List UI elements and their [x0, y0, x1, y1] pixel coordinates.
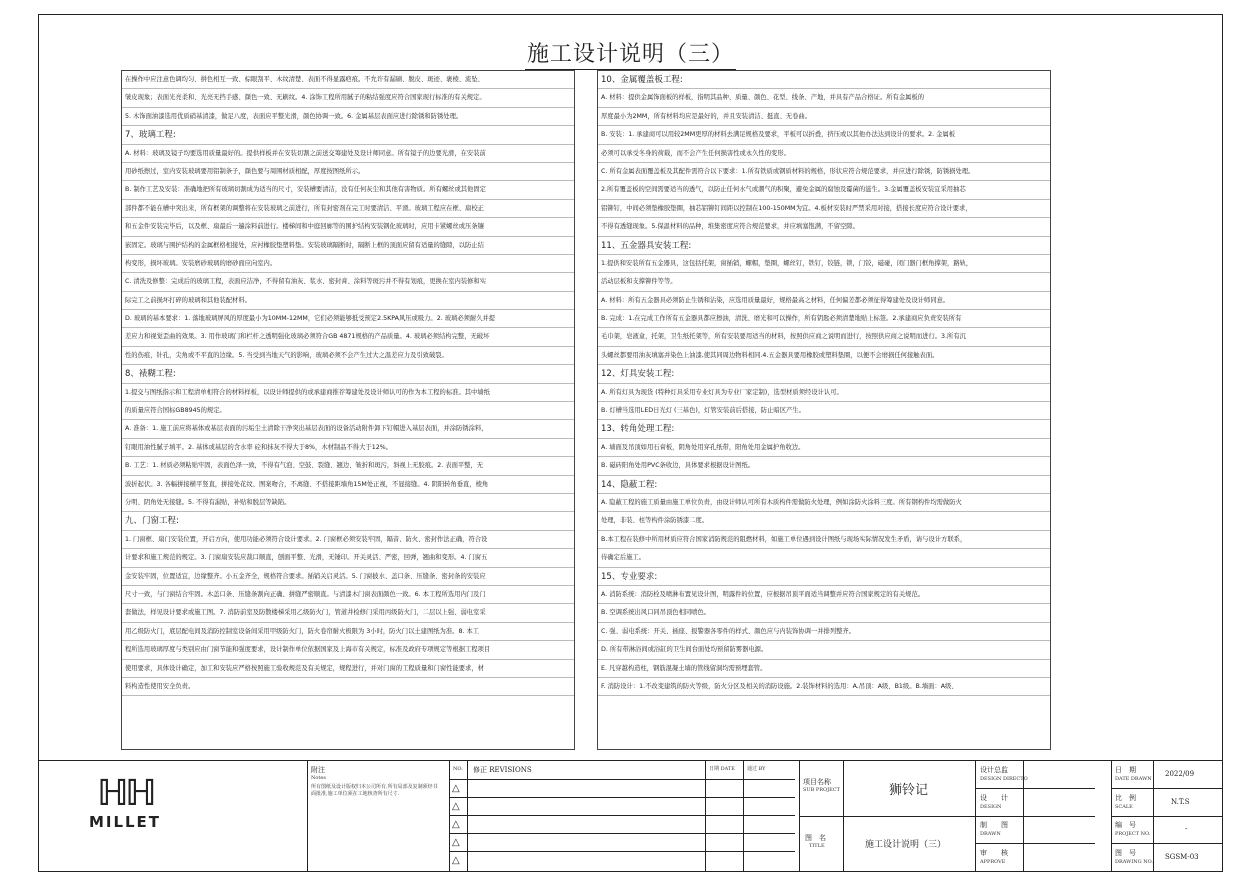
design-director-label: 设计总监	[980, 766, 1008, 774]
text-line: B. 安装：1. 承建商可以用较2MM更厚的材料去满足规格及要求，平板可以折叠，挤压或以其他办法达到设计的要求。2. 金属板	[598, 126, 1050, 144]
designer-en: DESIGN	[980, 804, 1002, 810]
right-text-column	[597, 70, 1051, 750]
title-block	[38, 760, 1223, 872]
text-line: C. 所有金属表面覆盖板及其配件需符合以下要求：1.所有铁质或钢质材料的规格，形状应符合规范要求，并应进行除锈，防锈损处理。	[598, 163, 1050, 181]
text-line: 金安装牢固，位置适宜，边缘整齐。小五金齐全，规格符合要求。插销关启灵活。5. 门窗披水、盖口条、压缝条、密封条的安装应	[122, 568, 574, 586]
text-line: B. 灯槽当选用LED日光灯 (三基色)，灯管安装前后搭接，防止暗区产生。	[598, 402, 1050, 420]
text-line: 必须可以承受冬身的荷载，而不会产生任何损害性或永久性的变形。	[598, 145, 1050, 163]
text-line: 1. 门窗框、扇门安装位置，开启方向，使用功能必须符合设计要求。2. 门窗框必须安装牢固，隔音、防火、密封作法正确，符合设	[122, 531, 574, 549]
rev-no-header: NO.	[453, 766, 463, 772]
text-line: 厚度最小为2MM，所有材料均应是最好的，并且安装清洁、挺直、无卷曲。	[598, 108, 1050, 126]
approve-en: APPROVE	[980, 859, 1006, 865]
drawing-no-label: 图 号	[1115, 849, 1136, 857]
drawn-en: DRAWN	[980, 831, 1001, 837]
text-line: A. 隐蔽工程的施工质量由施工单位负责，由设计师认可所有木质构件需做防火处理，例如涂防火涂料三度。所有钢构件均需做防火	[598, 494, 1050, 512]
text-line: 不得有透缝现象。5.保温材料的品种，堆集密度应符合规范要求，并应填塞饱满，不留空隙。	[598, 218, 1050, 236]
project-no-en: PROJECT NO.	[1115, 831, 1151, 837]
text-line: 用乙级防火门，底层配电间及消防控制室设备间采用甲级防火门，防火卷帘耐火极限为 3小时，防火门以土建图纸为准。8. 本工	[122, 623, 574, 641]
text-line: 的质量应符合国标GB8945的规定。	[122, 402, 574, 420]
text-line: 铝铆钉，中间必须垫橡胶垫圈，抽芯铝铆钉间距以控制在100-150MM为宜。4.板材安装时严禁采用对接，搭接长度应符合设计要求，	[598, 200, 1050, 218]
text-line: A. 墙面及吊顶如用石膏板，阴角处用穿孔纸带，阳角处用金属护角收边。	[598, 439, 1050, 457]
revision-triangle-icon: △	[452, 819, 460, 830]
text-line: 钉眼用油性腻子填平。2. 基体或基层的含水率 砼和抹灰不得大于8%，木材制品不得大于12%。	[122, 439, 574, 457]
text-line: 待确定后施工。	[598, 549, 1050, 567]
project-name-en: SUB PROJECT	[803, 787, 840, 793]
text-line: 用砂纸擦过，室内安装玻璃要用铝制条子，颜色要与周围材质相配，厚度按图纸所示。	[122, 163, 574, 181]
revision-triangle-icon: △	[452, 801, 460, 812]
text-line: 处理，非装、柱等构件涂防锈漆二度。	[598, 512, 1050, 530]
text-line: B. 制作工艺及安装：准确地把所有玻璃切割成为适当的尺寸，安装槽要清洁，没有任何灰尘和其他有害物质。所有螺丝或其他固定	[122, 181, 574, 199]
text-line: A. 准备：1. 施工前应将基体或基层表面的污垢尘土清除干净突出基层表面的设备活动附件卸下钉帽进入基层表面，并涂防锈涂料，	[122, 420, 574, 438]
drawing-name: 施工设计说明（三）	[865, 840, 947, 850]
text-line: 活动层板和支撑铆件等等。	[598, 273, 1050, 291]
logo-mark-icon: ℍℍ	[97, 773, 153, 814]
page-title: 施工设计说明（三）	[39, 37, 1222, 68]
text-line: 2.所有覆盖板的空间需要适当的透气，以防止任何水气或潮气的积聚，避免金属的腐蚀及霉菌的滋生。3.金属覆盖板安装宜采用抽芯	[598, 181, 1050, 199]
text-line: 性的伤痕，针孔，尖角或不平直的边缘。5. 当受到当地天气的影响，玻璃必须不会产生过大之温差应力及引致破裂。	[122, 347, 574, 365]
section-heading: 12、灯具安装工程:	[598, 365, 1050, 383]
text-line: A. 材料：所有五金器具必须防止生锈和沾染，应选用质量最好，规格最高之材料，任何偏差都必须征得筹建处及设计师同意。	[598, 292, 1050, 310]
text-line: D. 所有带淋浴间或浴缸的卫生间台面处均预留防雾器电源。	[598, 641, 1050, 659]
text-line: 头螺丝都要用油灰填塞并染色上油漆,使其同周边物料相同.4.五金器具要用橡胶或塑料垫圈，以便不会磨损任何接触表面。	[598, 347, 1050, 365]
text-line: B. 工艺：1. 材质必须粘贴牢固，表面色泽一致，不得有气泡、空鼓、裂缝、翘边、皱折和斑污，斜视上无胶痕。2. 表面平整，无	[122, 457, 574, 475]
text-line: 波折起伏。3. 各幅拼接横平竖直，拼接处花纹、图案吻合，不离缝、不搭接距墙角15M处正视，不显接缝。4. 阴阳转角垂直，棱角	[122, 476, 574, 494]
text-line: C. 强、弱电系统：开关、插座、报警器各零件的样式、颜色应与内装饰协调一并排列整齐。	[598, 623, 1050, 641]
text-line: 际完工之前损坏打碎的玻璃和其他装配材料。	[122, 292, 574, 310]
text-line: 和五金件安装完毕后，以及框、扇最后一遍涂料前进行。楼梯间和中庭回廊等的围护结构安装钢化玻璃时，应用卡紧螺丝或压条镶	[122, 218, 574, 236]
rev-label-header: 修正 REVISIONS	[473, 766, 532, 774]
notes-body: 所有图纸及设计版权归本公司所有,所有局部及复制须经书面批准,施工单位须在工地核查所有尺寸.	[311, 784, 438, 797]
text-line: 料构造性使用安全负责。	[122, 678, 574, 696]
rev-by-header: 通过 BY	[747, 766, 766, 772]
text-line: 尺寸一致，与门窗结合牢固。木盖口条、压缝条割向正确、拼缝严密顺直。与清漆木门窗表面颜色一致。6. 本工程所选用内门及门	[122, 586, 574, 604]
design-director-en: DESIGN DIRECTO	[980, 776, 1028, 782]
text-line: 套做法，样见设计要求或施工图。7. 消防前室及防散楼梯采用乙级防火门，管道井检修门采用丙级防火门，二层以上强、弱电室采	[122, 604, 574, 622]
text-line: 程所选用玻璃厚度与类别应由门窗节能和强度要求，设计制作单位依据国家及上海市有关规定，标准及政府专项规定等根据工程项目	[122, 641, 574, 659]
drawn-label: 制 图	[980, 821, 1008, 829]
project-name: 狮铃记	[889, 783, 929, 798]
text-line: B. 空调系统出风口同吊顶色相同喷色。	[598, 604, 1050, 622]
text-line: A. 材料：提供金属饰面板的样板，指明其品种、质量、颜色、花型、线条、产地，并具有产品合格证。所有金属板的	[598, 89, 1050, 107]
date-label: 日 期	[1115, 766, 1136, 774]
drawing-name-label: 图 名	[805, 834, 826, 842]
revision-triangle-icon: △	[452, 783, 460, 794]
text-line: 分明、阴角处无接缝。5. 不得有漏贴，补贴和脱层等缺陷。	[122, 494, 574, 512]
section-heading: 8、裱糊工程:	[122, 365, 574, 383]
text-line: A. 所有灯具为现货 (特种灯具采用专业灯具为专业厂家定制)，选型材质须经设计认可。	[598, 384, 1050, 402]
text-line: A. 消防系统：消防栓及喷淋布置见设计图，明露件的位置，应根据吊顶平面适当调整并应符合国家规定的有关规范。	[598, 586, 1050, 604]
revision-triangle-icon: △	[452, 837, 460, 848]
notes-en: Notes	[311, 775, 326, 781]
revisions-table	[449, 761, 795, 871]
text-line: D. 玻璃的基本要求：1. 落地玻璃屏风的厚度最小为10MM-12MM，它们必须能够抵受预定2.5KPA风压或吸力。2. 玻璃必须耐久并提	[122, 310, 574, 328]
text-line: 皱皮现象；表面光亮柔和、光亮无挡手感、颜色一致、无刷纹。4. 涂饰工程所用腻子的粘结强度应符合国家现行标准的有关规定。	[122, 89, 574, 107]
project-no-label: 编 号	[1115, 821, 1136, 829]
text-line: 毛巾架，皂液盒，托架，卫生纸托架等，所有安装要用适当的材料，按照供应商之说明而进行，按照供应商之说明而进行。3.所有沉	[598, 328, 1050, 346]
notes-block	[311, 765, 441, 798]
text-line: A. 材料：玻璃及镜子均要选用质量最好的。提供样板并在安装切割之前送交筹建处及设计师同意。所有镜子的边要光滑，在安装前	[122, 145, 574, 163]
logo-text: MILLET	[88, 813, 162, 831]
text-line: B. 完成：1.在完成工作所有五金器具都应擦油，清洗、磨光和可以操作，所有钥匙必须清楚地贴上标签。2.承建商应负责安装所有	[598, 310, 1050, 328]
text-line: F. 消防设计：1.不改变建筑的防火等级，防火分区及相关的消防设施。2.装饰材料的选用：A.吊顶：A级、B1级。B.墙面：A级、	[598, 678, 1050, 696]
text-line: 嵌固定。玻璃与围护结构的金属框格相接处，应衬橡胶垫塑料垫。安装玻璃隔断时，隔断上框的顶面应留有适量的缝隙，以防止结	[122, 237, 574, 255]
text-line: C. 清洗及修整：完成后的玻璃工程，表面应洁净，不得留有油灰、浆水、密封膏、涂料等斑污并不得有划痕，更换在室内装修和实	[122, 273, 574, 291]
text-line: 使用要求，具体设计确定，加工和安装应严格按照施工验收规范及有关规定，规程进行，并对门窗的工程质量和门窗性能要求，材	[122, 660, 574, 678]
section-heading: 11、五金器具安装工程:	[598, 237, 1050, 255]
text-line: B. 磁砖阳角处用PVC条收边，具体要求根据设计图纸。	[598, 457, 1050, 475]
text-line: 1.提交与图纸指示和工程清单相符合的材料样板，以设计师提供的或承建商推荐筹建处及设计师认可的作为本工程的标准。其中墙纸	[122, 384, 574, 402]
text-line: 5. 木饰面油漆选用优质硝基清漆，做足八度，表面应平整光滑，颜色协调一致。6. 金属基层表面应进行除锈和防锈处理。	[122, 108, 574, 126]
scale-en: SCALE	[1115, 804, 1133, 810]
section-heading: 15、专业要求:	[598, 568, 1050, 586]
text-line: E. 凡穿越构造柱，钢筋混凝土墙的管线留洞均需预埋套管。	[598, 660, 1050, 678]
left-text-column	[121, 70, 575, 750]
designer-label: 设 计	[980, 794, 1008, 802]
project-info	[799, 761, 975, 871]
notes-title: 附注	[311, 766, 325, 774]
project-no-value: -	[1185, 825, 1188, 833]
project-name-label: 项目名称	[803, 778, 831, 786]
scale-label: 比 例	[1115, 794, 1136, 802]
approve-label: 审 核	[980, 849, 1008, 857]
millet-logo	[79, 775, 171, 831]
drawing-no-value: SGSM-03	[1165, 853, 1199, 861]
section-heading: 九、门窗工程:	[122, 512, 574, 530]
section-heading: 13、转角处理工程:	[598, 420, 1050, 438]
text-line: 1.提供和安装所有五金器具，这包括托架，窗插销，螺帽，垫圈，螺丝钉，铁钉，铰链，锁，门铰，磁碰，闭门器门框角撑架，路轨，	[598, 255, 1050, 273]
drawing-meta	[1111, 761, 1223, 871]
section-heading: 14、隐蔽工程:	[598, 476, 1050, 494]
text-line: 构变形，损坏玻璃。安装磨砂玻璃的磨砂面应向室内。	[122, 255, 574, 273]
drawing-no-en: DRAWING NO.	[1115, 859, 1154, 865]
drawing-name-en: TITLE	[809, 843, 825, 849]
revision-triangle-icon: △	[452, 855, 460, 866]
text-line: 差应力和视觉歪曲的效果。3. 用作玻璃门和栏杆之透明强化玻璃必须符合GB 4871规格的产品质量。4. 玻璃必须结构完整，无破坏	[122, 328, 574, 346]
text-line: 在操作中应注意色调均匀、拼色相互一致、棕眼刮平、木纹清楚、表面不得显露疤痕。不允许有漏刷、脱皮、斑迹、裹棱、流坠、	[122, 71, 574, 89]
text-line: 部件都不能在槽中突出来，所有框架的调整将在安装玻璃之前进行，所有封密剂在完工时要清洁、平滑。玻璃工程应在框、扇校正	[122, 200, 574, 218]
text-line: B.本工程在装修中所用材质应符合国家消防规范的阻燃材料，如施工单位遇到设计图纸与现场实际情况发生矛盾，请与设计方联系，	[598, 531, 1050, 549]
date-value: 2022/09	[1165, 770, 1195, 778]
signature-block	[975, 761, 1095, 871]
rev-date-header: 日期 DATE	[709, 766, 735, 772]
section-heading: 7、玻璃工程:	[122, 126, 574, 144]
text-line: 计要求和施工规范的规定。3. 门窗扇安装应裁口顺直，刨面平整、光滑，无锤印。开关灵活、严密，回弹，翘曲和变形。4. 门窗五	[122, 549, 574, 567]
section-heading: 10、金属覆盖板工程:	[598, 71, 1050, 89]
date-en: DATE DRAWN	[1115, 776, 1152, 782]
scale-value: N.T.S	[1171, 798, 1190, 806]
